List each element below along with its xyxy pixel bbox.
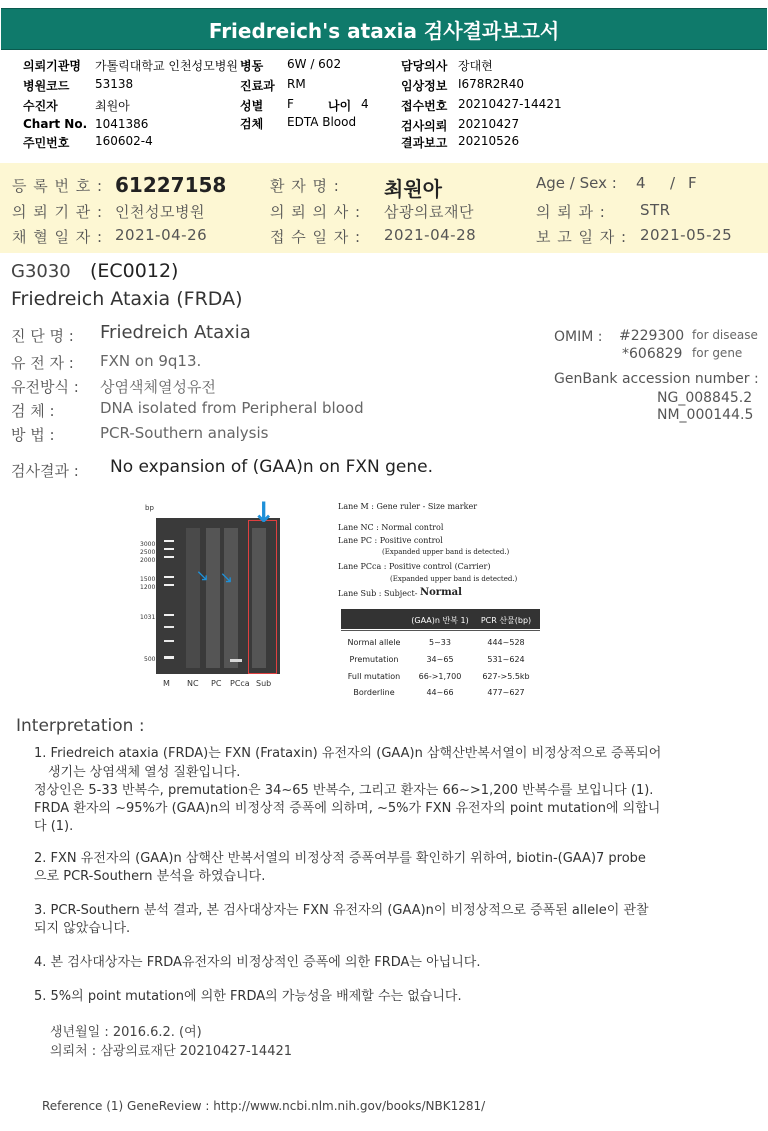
table-cell: 444~528 — [487, 638, 525, 647]
value-institution: 인천성모병원 — [115, 203, 205, 221]
label-specimen-type: 검체 — [240, 117, 264, 131]
value-age: 4 — [636, 174, 647, 192]
test-code: G3030 — [11, 261, 71, 282]
value-request-date: 20210427 — [458, 117, 520, 131]
gel-figure — [140, 496, 285, 700]
value-method: PCR-Southern analysis — [100, 424, 269, 442]
label-accession: 접수번호 — [401, 99, 448, 113]
gel-bp-label: bp — [145, 504, 154, 512]
label-report-date: 결과보고 — [401, 136, 448, 150]
marker-label: 3000 — [140, 541, 156, 548]
subject-lane-highlight — [248, 520, 277, 674]
marker-label: 2000 — [140, 557, 156, 564]
value-ward: 6W / 602 — [287, 57, 342, 71]
interpretation-heading: Interpretation : — [16, 716, 145, 736]
interp-p2-line1: 2. FXN 유전자의 (GAA)n 삼핵산 반복서열의 비정상적 증폭여부를 확인하기 위하여, biotin-(GAA)7 probe — [34, 851, 646, 866]
label-patient: 수진자 — [23, 99, 58, 113]
label-department: 진료과 — [240, 79, 275, 93]
value-patient: 최원아 — [95, 99, 130, 113]
value-diagnosis: Friedreich Ataxia — [100, 322, 251, 343]
legend-lane-m: Lane M : Gene ruler - Size marker — [338, 502, 478, 511]
value-result: No expansion of (GAA)n on FXN gene. — [110, 457, 434, 477]
value-sex: F — [287, 97, 294, 111]
label-resident-no: 주민번호 — [23, 136, 70, 150]
legend-lane-pcca: Lane PCca : Positive control (Carrier) — [338, 562, 491, 571]
table-cell: Borderline — [353, 688, 395, 697]
marker-label: 2500 — [140, 549, 156, 556]
label-gene: 유 전 자 : — [11, 354, 74, 372]
interp-p3-line1: 3. PCR-Southern 분석 결과, 본 검사대상자는 FXN 유전자의 (GAA)n이 비정상적으로 증폭된 allele이 관찰 — [34, 903, 649, 918]
label-diagnosis: 진 단 명 : — [11, 327, 74, 345]
value-accession: 20210427-14421 — [458, 97, 562, 111]
legend-lane-nc: Lane NC : Normal control — [338, 523, 444, 532]
table-cell: 5~33 — [429, 638, 451, 647]
table-header-repeats: (GAA)n 반복 1) — [411, 616, 469, 625]
lane-label: Sub — [256, 679, 272, 688]
label-result: 검사결과 : — [11, 462, 79, 480]
value-receive-date: 2021-04-28 — [384, 226, 477, 244]
value-patient-name: 최원아 — [384, 177, 442, 201]
interp-p1-line3: 정상인은 5-33 반복수, premutation은 34~65 반복수, 그리고 환자는 66~>1,200 반복수를 보입니다 (1). — [34, 783, 654, 798]
value-reg-no: 61227158 — [115, 173, 227, 197]
label-request-date: 검사의뢰 — [401, 119, 448, 133]
label-institution: 의 뢰 기 관 : — [12, 203, 104, 221]
arrow-down-right-icon: → — [215, 566, 239, 589]
age-sex-slash: / — [670, 174, 676, 192]
omim-disease-note: for disease — [692, 328, 758, 342]
table-cell: 44~66 — [426, 688, 454, 697]
value-resident-no: 160602-4 — [95, 134, 153, 148]
value-omim-disease: #229300 — [619, 328, 685, 344]
label-omim: OMIM : — [554, 329, 603, 345]
lane-label: PCca — [230, 679, 250, 688]
label-ward: 병동 — [240, 59, 264, 73]
interp-p1-line5: 다 (1). — [34, 819, 74, 834]
interp-p2-line2: 으로 PCR-Southern 분석을 하였습니다. — [34, 869, 266, 884]
label-institution: 의뢰기관명 — [23, 59, 81, 73]
arrow-down-icon: ↓ — [252, 496, 276, 529]
label-specimen: 검 체 : — [11, 402, 55, 420]
interp-p5: 5. 5%의 point mutation에 의한 FRDA의 가능성을 배제할 수는 없습니다. — [34, 989, 462, 1004]
value-genbank-ng: NG_008845.2 — [657, 390, 753, 406]
footer-reference: Reference (1) GeneReview : http://www.ncbi.nlm.nih.gov/books/NBK1281/ — [42, 1099, 486, 1113]
value-sex: F — [688, 174, 698, 192]
label-physician: 담당의사 — [401, 59, 448, 73]
marker-label: 500 — [144, 656, 156, 663]
legend-lane-pcca-note: (Expanded upper band is detected.) — [390, 575, 518, 583]
value-institution: 가톨릭대학교 인천성모병원 — [95, 59, 238, 73]
value-inheritance: 상염색체열성유전 — [100, 378, 216, 396]
footer-requester: 의뢰처 : 삼광의료재단 20210427-14421 — [50, 1044, 293, 1059]
arrow-down-right-icon: → — [191, 564, 215, 587]
label-genbank: GenBank accession number : — [554, 371, 759, 387]
repeat-table — [341, 609, 540, 701]
value-hospital-code: 53138 — [95, 77, 134, 91]
lane-label: PC — [211, 679, 222, 688]
value-department: RM — [287, 77, 306, 91]
footer-dob: 생년월일 : 2016.6.2. (여) — [50, 1025, 202, 1040]
table-cell: 627->5.5kb — [482, 672, 530, 681]
label-doctor: 의 뢰 의 사 : — [270, 203, 362, 221]
label-method: 방 법 : — [11, 426, 55, 444]
label-report-date: 보 고 일 자 : — [536, 228, 628, 246]
patient-summary — [0, 163, 768, 253]
table-cell: Normal allele — [347, 638, 401, 647]
table-header-pcr: PCR 산물(bp) — [480, 616, 532, 625]
value-genbank-nm: NM_000144.5 — [657, 407, 754, 423]
test-name: Friedreich Ataxia (FRDA) — [11, 288, 243, 310]
omim-gene-note: for gene — [692, 346, 743, 360]
label-clinical-info: 임상정보 — [401, 79, 448, 93]
legend-lane-pc-note: (Expanded upper band is detected.) — [382, 548, 510, 556]
value-dept: STR — [640, 201, 671, 219]
value-doctor: 삼광의료재단 — [384, 203, 474, 221]
interp-p1-line2: 생기는 상염색체 열성 질환입니다. — [48, 765, 241, 780]
marker-label: 1031 — [140, 614, 156, 621]
table-cell: 34~65 — [426, 655, 454, 664]
value-gene: FXN on 9q13. — [100, 352, 202, 370]
value-collect-date: 2021-04-26 — [115, 226, 208, 244]
label-sex: 성별 — [240, 99, 264, 113]
marker-label: 1200 — [140, 584, 156, 591]
label-inheritance: 유전방식 : — [11, 378, 79, 396]
interp-p3-line2: 되지 않았습니다. — [34, 921, 131, 936]
label-patient-name: 환 자 명 : — [270, 177, 340, 195]
test-code-secondary: (EC0012) — [90, 260, 179, 282]
lane-label: M — [163, 679, 170, 688]
value-specimen-type: EDTA Blood — [287, 115, 357, 129]
marker-label: 1500 — [140, 576, 156, 583]
label-dept: 의 뢰 과 : — [536, 203, 606, 221]
label-hospital-code: 병원코드 — [23, 79, 70, 93]
label-receive-date: 접 수 일 자 : — [270, 228, 362, 246]
report-title: Friedreich's ataxia 검사결과보고서 — [1, 8, 767, 50]
interp-p1-line4: FRDA 환자의 ~95%가 (GAA)n의 비정상적 증폭에 의하며, ~5%가 FXN 유전자의 point mutation에 의합니 — [34, 801, 661, 816]
value-specimen: DNA isolated from Peripheral blood — [100, 399, 364, 417]
lane-label: NC — [187, 679, 199, 688]
value-physician: 장대현 — [458, 59, 493, 73]
label-age: 나이 — [328, 99, 352, 113]
value-report-date: 2021-05-25 — [640, 226, 733, 244]
value-omim-gene: *606829 — [622, 346, 683, 362]
value-report-date: 20210526 — [458, 134, 520, 148]
legend-lane-pc: Lane PC : Positive control — [338, 536, 443, 545]
label-reg-no: 등 록 번 호 : — [12, 177, 104, 195]
legend-subject-result: Normal — [420, 587, 462, 598]
label-age-sex: Age / Sex : — [536, 174, 617, 192]
table-cell: Premutation — [349, 655, 399, 664]
value-age: 4 — [361, 97, 369, 111]
table-cell: Full mutation — [347, 672, 401, 681]
label-collect-date: 채 혈 일 자 : — [12, 228, 104, 246]
interp-p1-line1: 1. Friedreich ataxia (FRDA)는 FXN (Frataxin) 유전자의 (GAA)n 삼핵산반복서열이 비정상적으로 증폭되어 — [34, 746, 662, 761]
label-chart-no: Chart No. — [23, 117, 88, 131]
value-chart-no: 1041386 — [95, 117, 149, 131]
value-clinical-info: I678R2R40 — [458, 77, 525, 91]
table-cell: 477~627 — [487, 688, 525, 697]
table-cell: 66->1,700 — [418, 672, 462, 681]
interp-p4: 4. 본 검사대상자는 FRDA유전자의 비정상적인 증폭에 의한 FRDA는 아닙니다. — [34, 955, 481, 970]
table-cell: 531~624 — [487, 655, 525, 664]
legend-lane-sub: Lane Sub : Subject- — [338, 589, 418, 598]
